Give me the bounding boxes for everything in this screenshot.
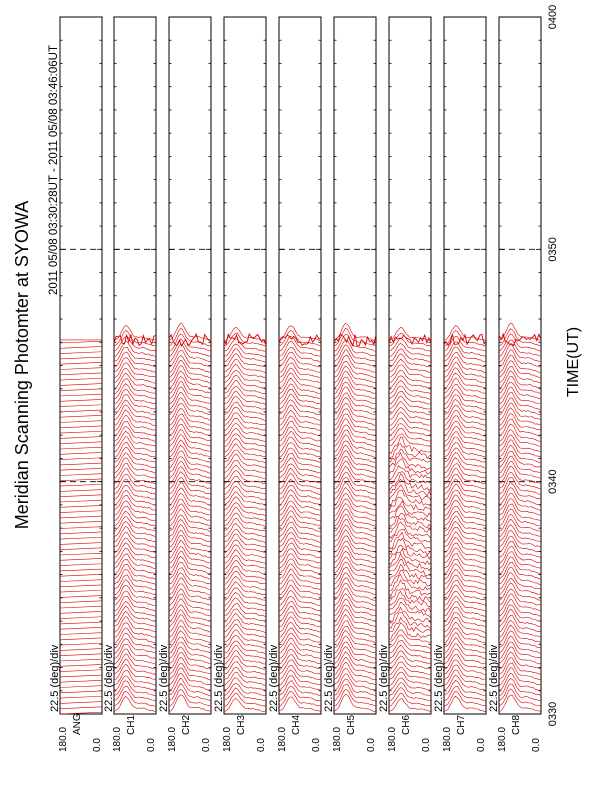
y-tick-max: 180.0 xyxy=(112,726,123,752)
panel-ch6 xyxy=(378,17,432,752)
scale-label: 22.5 (deg)/div xyxy=(103,644,115,712)
panel-ch7 xyxy=(433,17,487,752)
scale-label: 22.5 (deg)/div xyxy=(378,644,390,712)
scale-label: 22.5 (deg)/div xyxy=(213,644,225,712)
panel-ch4 xyxy=(268,17,322,752)
panel-name: CH8 xyxy=(511,714,522,735)
x-tick-label: 0330 xyxy=(547,701,559,727)
traces-ch3 xyxy=(224,328,266,713)
panel-frame xyxy=(60,17,102,714)
traces-ch6 xyxy=(389,327,431,711)
scale-label: 22.5 (deg)/div xyxy=(158,644,170,712)
traces-ch1 xyxy=(114,326,156,712)
traces-ch7 xyxy=(444,326,486,712)
panel-name: CH7 xyxy=(456,714,467,735)
traces-ang xyxy=(60,340,102,714)
y-tick-max: 180.0 xyxy=(167,726,178,752)
panel-ch3 xyxy=(213,17,267,752)
traces-ch4 xyxy=(279,326,321,712)
chart-subtitle: 2011 05/08 03:30:28UT - 2011 05/08 03:46:06UT xyxy=(48,45,60,295)
x-tick-label: 0400 xyxy=(547,4,559,30)
scale-label: 22.5 (deg)/div xyxy=(49,644,61,712)
y-tick-min: 0.0 xyxy=(421,738,432,752)
panel-name: CH6 xyxy=(401,714,412,735)
y-tick-min: 0.0 xyxy=(476,738,487,752)
panel-ch1 xyxy=(103,17,157,752)
panels-layer xyxy=(49,17,542,752)
y-tick-min: 0.0 xyxy=(146,738,157,752)
y-tick-max: 180.0 xyxy=(497,726,508,752)
traces-ch2 xyxy=(169,323,211,711)
scale-label: 22.5 (deg)/div xyxy=(433,644,445,712)
y-tick-min: 0.0 xyxy=(366,738,377,752)
panel-name: CH1 xyxy=(126,714,137,735)
traces-ch5 xyxy=(334,324,376,712)
panel-name: CH5 xyxy=(346,714,357,735)
y-tick-min: 0.0 xyxy=(201,738,212,752)
panel-name: ANG xyxy=(72,713,83,735)
panel-name: CH4 xyxy=(291,714,302,735)
y-tick-max: 180.0 xyxy=(332,726,343,752)
y-tick-max: 180.0 xyxy=(277,726,288,752)
y-tick-min: 0.0 xyxy=(92,738,103,752)
panel-ch8 xyxy=(488,17,542,752)
y-tick-max: 180.0 xyxy=(442,726,453,752)
x-axis-label: TIME(UT) xyxy=(565,326,582,398)
y-tick-max: 180.0 xyxy=(222,726,233,752)
x-ticks-layer xyxy=(547,5,559,726)
y-tick-max: 180.0 xyxy=(58,726,69,752)
x-tick-label: 0350 xyxy=(547,237,559,262)
chart-title: Meridian Scanning Photomter at SYOWA xyxy=(12,200,32,530)
scale-label: 22.5 (deg)/div xyxy=(488,644,500,712)
x-tick-label: 0340 xyxy=(547,469,559,494)
panel-name: CH3 xyxy=(236,714,247,735)
panel-ch2 xyxy=(158,17,212,752)
y-tick-min: 0.0 xyxy=(256,738,267,752)
scale-label: 22.5 (deg)/div xyxy=(323,644,335,712)
scale-label: 22.5 (deg)/div xyxy=(268,644,280,712)
y-tick-min: 0.0 xyxy=(531,738,542,752)
traces-ch8 xyxy=(499,324,541,712)
y-tick-min: 0.0 xyxy=(311,738,322,752)
y-tick-max: 180.0 xyxy=(387,726,398,752)
panel-name: CH2 xyxy=(181,714,192,735)
panel-ch5 xyxy=(323,17,377,752)
